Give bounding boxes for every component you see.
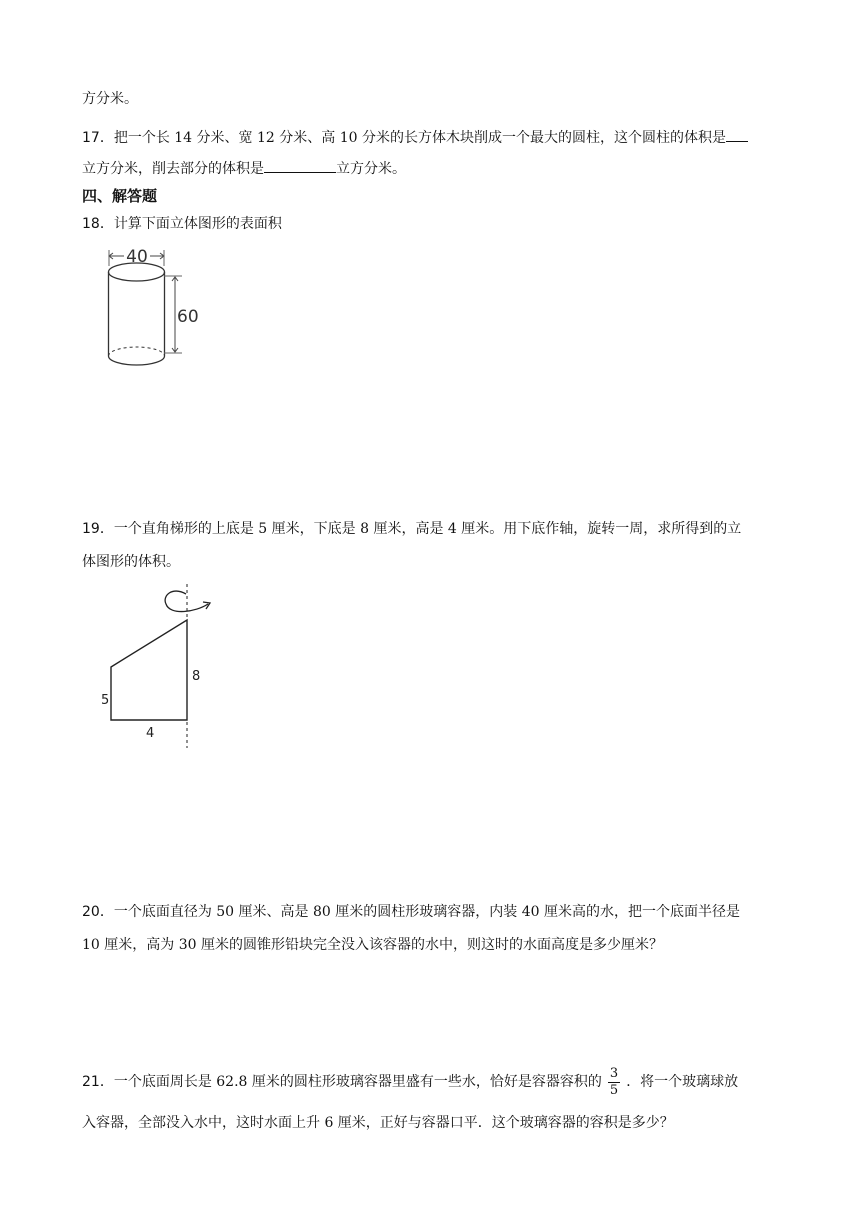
q20-line1 — [82, 902, 740, 922]
q17-answer-blank-2[interactable] — [264, 157, 336, 173]
q17-answer-blank-1[interactable] — [726, 126, 748, 142]
q21-text-line2: 入容器，全部没入水中，这时水面上升 6 厘米，正好与容器口平．这个玻璃容器的容积是多少？ — [82, 1115, 674, 1131]
q21-line2 — [82, 1113, 674, 1133]
q17-text-line1: 把一个长 14 分米、宽 12 分米、高 10 分米的长方体木块削成一个最大的圆柱，这个圆柱的体积是 — [113, 130, 726, 146]
q21-fraction-numerator: 3 — [609, 1065, 619, 1081]
q19-number: 19． — [82, 521, 114, 537]
q21-text-line1b: ．将一个玻璃球放 — [626, 1074, 739, 1090]
q19-line2 — [82, 552, 180, 572]
q21-line1 — [82, 1060, 738, 1104]
q20-line2 — [82, 935, 663, 955]
q21-fraction-denominator: 5 — [609, 1082, 619, 1098]
q18-text: 计算下面立体图形的表面积 — [113, 216, 282, 232]
q18-diameter-label: 40 — [126, 247, 148, 267]
q19-trapezoid — [111, 620, 187, 720]
q19-line1 — [82, 519, 741, 539]
q19-trapezoid-figure — [96, 582, 236, 752]
q18-cylinder-figure — [100, 242, 210, 372]
q20-text-line1: 一个底面直径为 50 厘米、高是 80 厘米的圆柱形玻璃容器，内装 40 厘米高的水，把一个底面半径是 — [113, 904, 740, 920]
q19-bottom-label: 4 — [146, 726, 155, 741]
q20-text-line2: 10 厘米，高为 30 厘米的圆锥形铅块完全没入该容器的水中，则这时的水面高度是多少厘米？ — [82, 937, 663, 953]
q19-text-line1: 一个直角梯形的上底是 5 厘米，下底是 8 厘米，高是 4 厘米。用下底作轴，旋转一周，求所得到的立 — [113, 521, 742, 537]
q20-number: 20． — [82, 904, 114, 920]
q19-text-line2: 体图形的体积。 — [82, 554, 180, 570]
q17-text-line2a: 立方分米，削去部分的体积是 — [82, 161, 264, 177]
q16-tail — [82, 89, 138, 109]
q16-tail-text: 方分米。 — [82, 91, 138, 107]
q21-number: 21． — [82, 1074, 114, 1090]
q17-line1 — [82, 126, 748, 148]
q19-right-label: 8 — [192, 669, 201, 684]
q18-line — [82, 214, 282, 234]
q19-left-label: 5 — [101, 693, 110, 708]
q21-fraction — [608, 1066, 620, 1099]
q17-text-line2b: 立方分米。 — [336, 161, 406, 177]
q21-text-line1a: 一个底面周长是 62.8 厘米的圆柱形玻璃容器里盛有一些水，恰好是容器容积的 — [113, 1074, 602, 1090]
q17-number: 17． — [82, 130, 114, 146]
q17-line2 — [82, 157, 406, 179]
section-title: 四、解答题 — [82, 187, 158, 205]
q18-height-label: 60 — [177, 307, 199, 327]
q18-number: 18． — [82, 216, 114, 232]
